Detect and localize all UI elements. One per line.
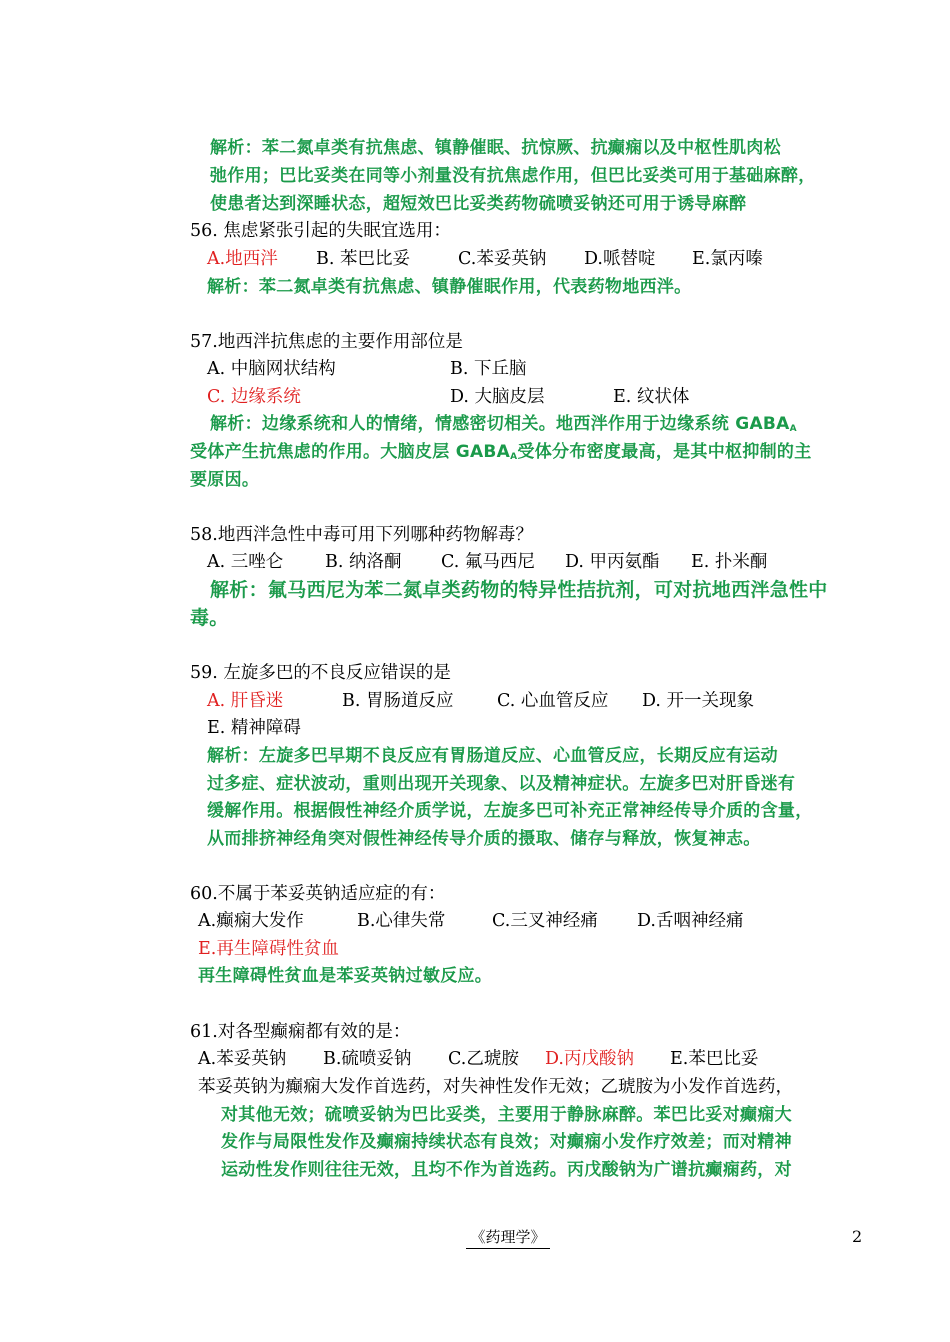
q57-option-b: B. 下丘脑	[450, 359, 527, 379]
q59-option-d: D. 开一关现象	[642, 691, 755, 711]
footer-book-title: 《药理学》	[466, 1226, 550, 1249]
q61-option-c: C.乙琥胺	[448, 1049, 519, 1069]
q60-option-c: C.三叉神经痛	[492, 911, 598, 931]
q56-option-c: C.苯妥英钠	[458, 249, 547, 269]
q56-option-b: B. 苯巴比妥	[316, 249, 410, 269]
q58-option-d: D. 甲丙氨酯	[565, 552, 660, 572]
q59-analysis-line-1: 解析：左旋多巴早期不良反应有胃肠道反应、心血管反应，长期反应有运动	[207, 746, 778, 766]
q59-option-c: C. 心血管反应	[497, 691, 609, 711]
q59-option-a: A. 肝昏迷	[207, 691, 284, 711]
q60-analysis: 再生障碍性贫血是苯妥英钠过敏反应。	[198, 966, 493, 986]
q57-option-e: E. 纹状体	[613, 387, 690, 407]
q61-analysis-line-4: 运动性发作则往往无效，且均不作为首选药。丙戊酸钠为广谱抗癫痫药，对	[221, 1160, 792, 1180]
q59-analysis-line-2: 过多症、症状波动，重则出现开关现象、以及精神症状。左旋多巴对肝昏迷有	[207, 774, 796, 794]
q57-analysis-line-1: 解析：边缘系统和人的情绪，情感密切相关。地西泮作用于边缘系统 $GABA_A$	[210, 414, 797, 434]
analysis-55-line-3: 使患者达到深睡状态，超短效巴比妥类药物硫喷妥钠还可用于诱导麻醉	[210, 194, 747, 214]
q58-option-a: A. 三唑仑	[207, 552, 284, 572]
q56-option-e: E.氯丙嗪	[692, 249, 763, 269]
question-56-stem: 56. 焦虑紧张引起的失眠宜选用：	[190, 221, 451, 241]
q60-option-a: A.癫痫大发作	[198, 911, 304, 931]
q60-option-b: B.心律失常	[357, 911, 446, 931]
q58-analysis-line-1: 解析：氟马西尼为苯二氮卓类药物的特异性拮抗剂，可对抗地西泮急性中	[210, 579, 828, 601]
q60-option-e: E.再生障碍性贫血	[198, 939, 339, 959]
question-57-stem: 57.地西泮抗焦虑的主要作用部位是	[190, 332, 463, 352]
q61-option-b: B.硫喷妥钠	[323, 1049, 412, 1069]
q59-option-e: E. 精神障碍	[207, 718, 301, 738]
q59-analysis-line-3: 缓解作用。根据假性神经介质学说，左旋多巴可补充正常神经传导介质的含量，	[207, 801, 813, 821]
q57-option-c: C. 边缘系统	[207, 387, 301, 407]
q57-option-d: D. 大脑皮层	[450, 387, 545, 407]
page-number: 2	[852, 1227, 863, 1246]
q57-analysis-line-2: 受体产生抗焦虑的作用。大脑皮层 $GABA_A$受体分布密度最高，是其中枢抑制的主	[190, 442, 812, 462]
q61-analysis-line-1: 苯妥英钠为癫痫大发作首选药，对失神性发作无效；乙琥胺为小发作首选药，	[198, 1077, 793, 1097]
q59-analysis-line-4: 从而排挤神经角突对假性神经传导介质的摄取、储存与释放，恢复神志。	[207, 829, 761, 849]
q61-analysis-line-2: 对其他无效；硫喷妥钠为巴比妥类，主要用于静脉麻醉。苯巴比妥对癫痫大	[221, 1105, 792, 1125]
q56-analysis: 解析：苯二氮卓类有抗焦虑、镇静催眠作用，代表药物地西泮。	[207, 277, 692, 297]
q61-option-e: E.苯巴比妥	[670, 1049, 759, 1069]
question-59-stem: 59. 左旋多巴的不良反应错误的是	[190, 663, 451, 683]
q56-option-d: D.哌替啶	[584, 249, 656, 269]
q57-analysis-line-3: 要原因。	[190, 470, 260, 490]
q58-option-b: B. 纳洛酮	[325, 552, 402, 572]
analysis-55-line-2: 弛作用；巴比妥类在同等小剂量没有抗焦虑作用，但巴比妥类可用于基础麻醉，	[210, 166, 816, 186]
q59-option-b: B. 胃肠道反应	[342, 691, 454, 711]
q61-analysis-line-3: 发作与局限性发作及癫痫持续状态有良效；对癫痫小发作疗效差；而对精神	[221, 1132, 792, 1152]
question-61-stem: 61.对各型癫痫都有效的是：	[190, 1022, 411, 1042]
q58-option-e: E. 扑米酮	[691, 552, 768, 572]
q56-option-a: A.地西泮	[207, 249, 278, 269]
analysis-55-line-1: 解析：苯二氮卓类有抗焦虑、镇静催眠、抗惊厥、抗癫痫以及中枢性肌肉松	[210, 138, 781, 158]
question-60-stem: 60.不属于苯妥英钠适应症的有：	[190, 884, 446, 904]
q58-option-c: C. 氟马西尼	[441, 552, 535, 572]
q60-option-d: D.舌咽神经痛	[637, 911, 744, 931]
question-58-stem: 58.地西泮急性中毒可用下列哪种药物解毒？	[190, 525, 533, 545]
q58-analysis-line-2: 毒。	[190, 607, 229, 629]
q61-option-a: A.苯妥英钠	[198, 1049, 287, 1069]
q57-option-a: A. 中脑网状结构	[207, 359, 336, 379]
q61-option-d: D.丙戊酸钠	[545, 1049, 634, 1069]
